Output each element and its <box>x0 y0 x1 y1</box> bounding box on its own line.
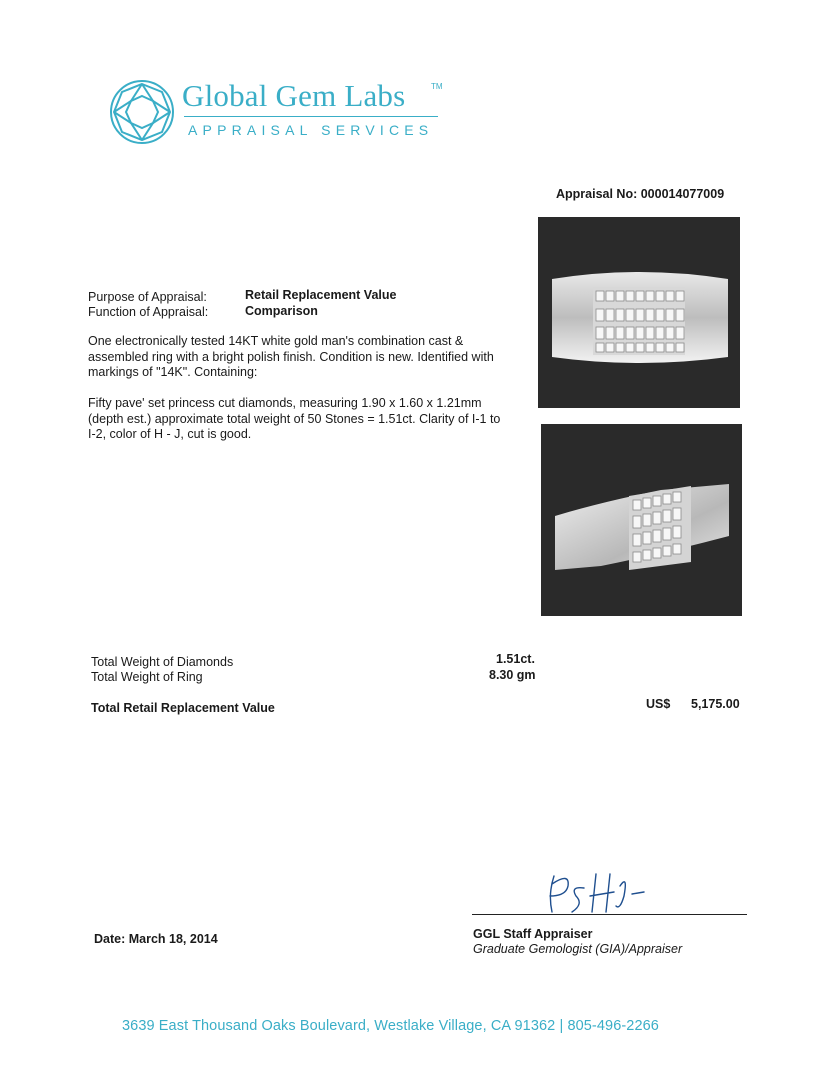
appraiser-name: GGL Staff Appraiser <box>473 927 593 941</box>
appraisal-date: Date: March 18, 2014 <box>94 932 218 946</box>
diamond-icon <box>108 78 176 146</box>
appraiser-title: Graduate Gemologist (GIA)/Appraiser <box>473 942 683 956</box>
function-value: Comparison <box>245 304 318 318</box>
diamonds-weight-value: 1.51ct. <box>496 652 535 666</box>
ring-description: One electronically tested 14KT white gold man's combination cast & assembled ring with a bright polish finish. Condition is new. Identified with markings of "14K". Containing: <box>88 334 494 379</box>
appraiser-signature <box>540 866 650 918</box>
diamonds-weight-label: Total Weight of Diamonds <box>91 655 234 669</box>
purpose-label: Purpose of Appraisal: <box>88 290 207 304</box>
ring-photo-side <box>541 424 742 616</box>
trademark: TM <box>431 82 443 91</box>
retail-value-label: Total Retail Replacement Value <box>91 701 275 715</box>
appraisal-number: Appraisal No: 000014077009 <box>556 187 725 201</box>
ring-weight-label: Total Weight of Ring <box>91 670 203 684</box>
purpose-value: Retail Replacement Value <box>245 288 397 302</box>
ring-weight-value: 8.30 gm <box>489 668 536 682</box>
company-subtitle: APPRAISAL SERVICES <box>188 122 434 138</box>
function-label: Function of Appraisal: <box>88 305 209 319</box>
signature-line <box>472 914 747 915</box>
logo <box>108 78 448 148</box>
logo-divider <box>184 116 438 117</box>
company-name: Global Gem Labs <box>182 78 406 113</box>
footer-address: 3639 East Thousand Oaks Boulevard, Westlake Village, CA 91362 | 805-496-2266 <box>122 1018 659 1034</box>
retail-value-amount: 5,175.00 <box>691 697 740 711</box>
diamond-description: Fifty pave' set princess cut diamonds, measuring 1.90 x 1.60 x 1.21mm (depth est.) approximate total weight of 50 Stones = 1.51ct. Clarity of I-1 to I-2, color of H - J, cut is good. <box>88 396 501 441</box>
currency-label: US$ <box>646 697 671 711</box>
ring-photo-front <box>538 217 740 408</box>
